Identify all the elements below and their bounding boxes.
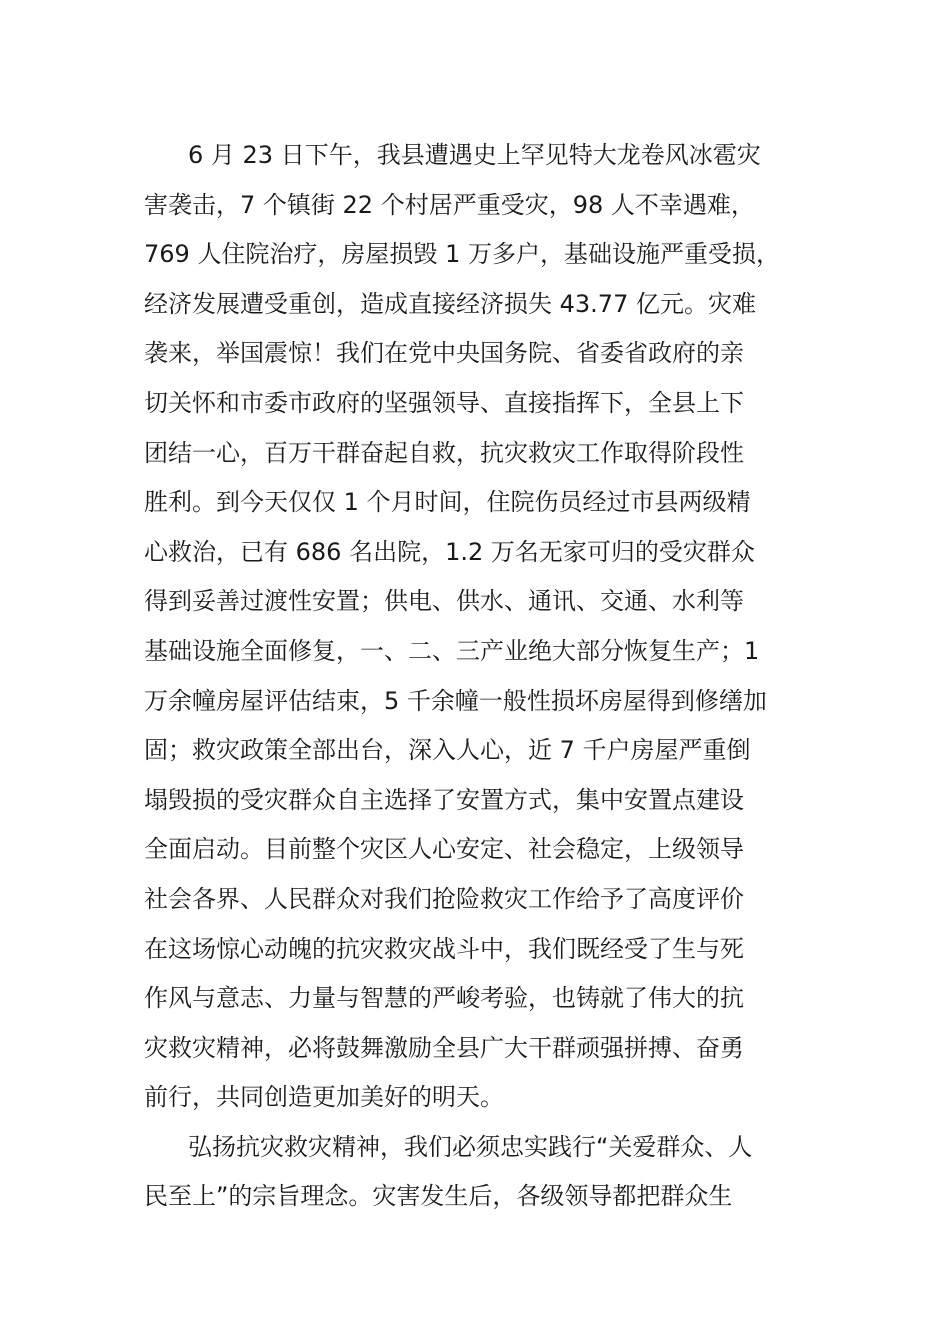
paragraph-line: 经济发展遭受重创，造成直接经济损失 43.77 亿元。灾难 xyxy=(144,289,756,318)
paragraph-line: 全面启动。目前整个灾区人心安定、社会稳定，上级领导 xyxy=(144,835,744,864)
paragraph-line: 切关怀和市委市政府的坚强领导、直接指挥下，全县上下 xyxy=(144,388,744,417)
paragraph-line: 作风与意志、力量与智慧的严峻考验，也铸就了伟大的抗 xyxy=(144,984,744,1013)
document-body xyxy=(144,131,824,1222)
paragraph-2 xyxy=(144,1123,824,1222)
paragraph-line: 民至上”的宗旨理念。灾害发生后，各级领导都把群众生 xyxy=(144,1182,733,1211)
paragraph-1 xyxy=(144,131,824,1123)
paragraph-line: 害袭击，7 个镇街 22 个村居严重受灾，98 人不幸遇难， xyxy=(144,190,755,219)
paragraph-line: 袭来，举国震惊！我们在党中央国务院、省委省政府的亲 xyxy=(144,339,744,368)
paragraph-line: 前行，共同创造更加美好的明天。 xyxy=(144,1083,504,1112)
paragraph-line: 基础设施全面修复，一、二、三产业绝大部分恢复生产；1 xyxy=(144,636,760,665)
paragraph-line: 固；救灾政策全部出台，深入人心，近 7 千户房屋严重倒 xyxy=(144,736,751,765)
paragraph-line: 在这场惊心动魄的抗灾救灾战斗中，我们既经受了生与死 xyxy=(144,934,744,963)
paragraph-line: 6 月 23 日下午，我县遭遇史上罕见特大龙卷风冰雹灾 xyxy=(188,141,761,169)
paragraph-line: 社会各界、人民群众对我们抢险救灾工作给予了高度评价 xyxy=(144,884,744,913)
paragraph-line: 769 人住院治疗，房屋损毁 1 万多户，基础设施严重受损， xyxy=(144,240,780,269)
paragraph-line: 万余幢房屋评估结束，5 千余幢一般性损坏房屋得到修缮加 xyxy=(144,686,767,715)
paragraph-line: 塌毁损的受灾群众自主选择了安置方式，集中安置点建设 xyxy=(144,785,744,814)
paragraph-line: 得到妥善过渡性安置；供电、供水、通讯、交通、水利等 xyxy=(144,587,744,616)
paragraph-line: 胜利。到今天仅仅 1 个月时间，住院伤员经过市县两级精 xyxy=(144,488,751,517)
paragraph-line: 灾救灾精神，必将鼓舞激励全县广大干群顽强拼搏、奋勇 xyxy=(144,1033,744,1062)
paragraph-line: 弘扬抗灾救灾精神，我们必须忠实践行“关爱群众、人 xyxy=(188,1132,753,1161)
paragraph-line: 团结一心，百万干群奋起自救，抗灾救灾工作取得阶段性 xyxy=(144,438,744,467)
paragraph-line: 心救治，已有 686 名出院，1.2 万名无家可归的受灾群众 xyxy=(144,537,755,566)
